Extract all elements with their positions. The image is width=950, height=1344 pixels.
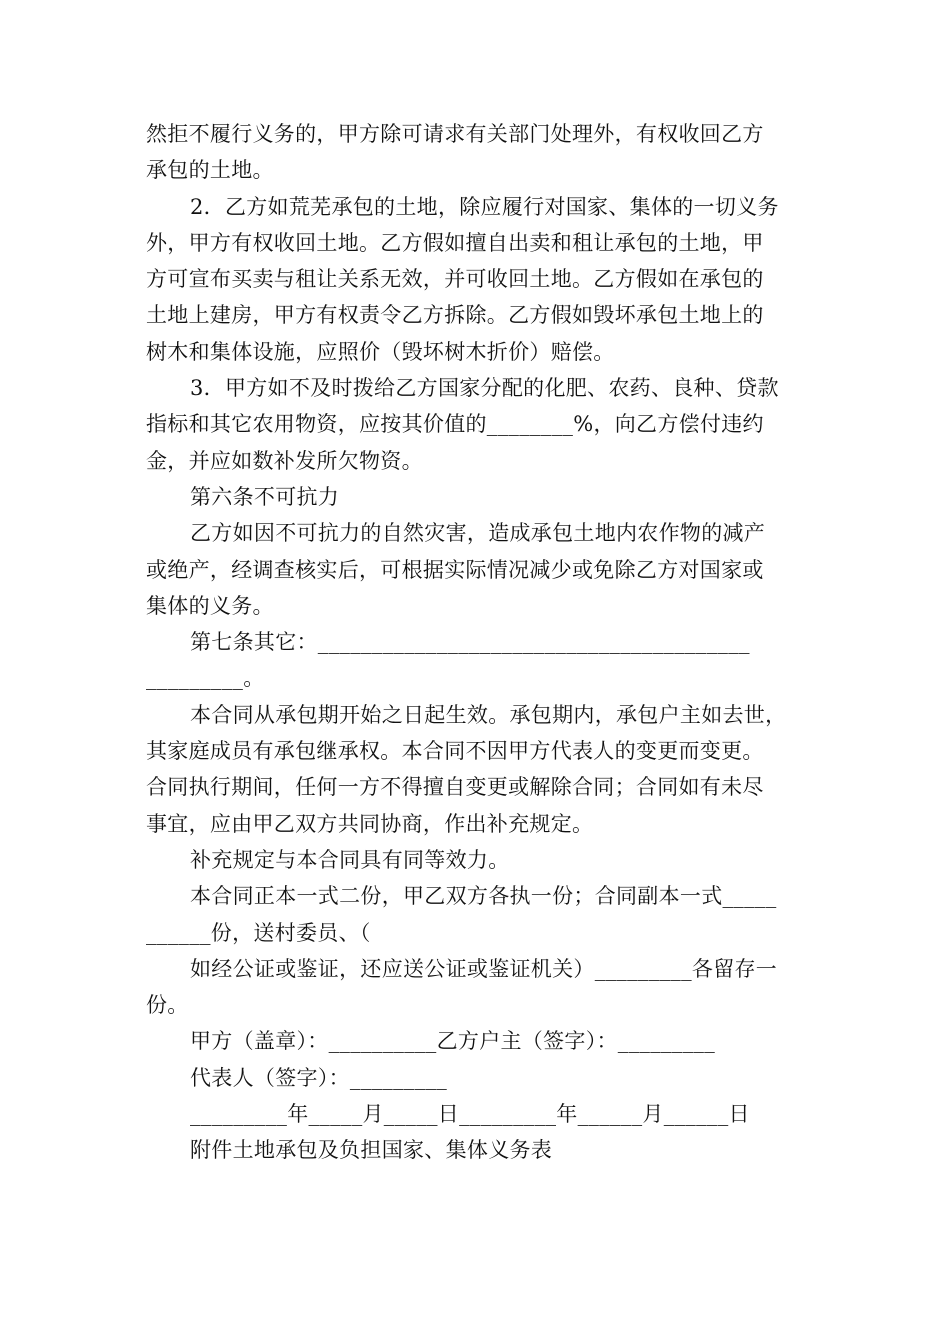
paragraph-line: 土地上建房，甲方有权责令乙方拆除。乙方假如毁坏承包土地上的 xyxy=(146,303,764,328)
paragraph-line: 乙方如因不可抗力的自然灾害，造成承包土地内农作物的减产 xyxy=(190,521,766,546)
paragraph-line: 3．甲方如不及时拨给乙方国家分配的化肥、农药、良种、贷款 xyxy=(190,376,779,401)
paragraph-line: 承包的土地。 xyxy=(146,158,274,183)
paragraph-line: _________。 xyxy=(146,666,265,691)
paragraph-line: 或绝产，经调查核实后，可根据实际情况减少或免除乙方对国家或 xyxy=(146,557,764,582)
paragraph-line: 2．乙方如荒芜承包的土地，除应履行对国家、集体的一切义务 xyxy=(190,194,779,219)
attachment-line: 附件土地承包及负担国家、集体义务表 xyxy=(190,1138,553,1163)
paragraph-line: 合同执行期间，任何一方不得擅自变更或解除合同；合同如有未尽 xyxy=(146,775,764,800)
article-heading: 第六条不可抗力 xyxy=(190,484,340,509)
signature-line: 甲方（盖章）：__________乙方户主（签字）：_________ xyxy=(190,1029,715,1054)
paragraph-line: ______份，送村委员、（ xyxy=(146,920,371,945)
article-heading: 第七条其它：________________________________________ xyxy=(190,630,750,655)
paragraph-line: 份。 xyxy=(146,993,189,1018)
paragraph-line: 其家庭成员有承包继承权。本合同不因甲方代表人的变更而变更。 xyxy=(146,739,764,764)
paragraph-line: 金，并应如数补发所欠物资。 xyxy=(146,448,423,473)
date-line: _________年_____月_____日_________年______月______日 xyxy=(190,1102,750,1127)
paragraph-line: 如经公证或鉴证，还应送公证或鉴证机关）_________各留存一 xyxy=(190,956,778,981)
paragraph-line: 本合同从承包期开始之日起生效。承包期内，承包户主如去世， xyxy=(190,702,787,727)
paragraph-line: 事宜，应由甲乙双方共同协商，作出补充规定。 xyxy=(146,811,594,836)
paragraph-line: 补充规定与本合同具有同等效力。 xyxy=(190,847,510,872)
signature-line: 代表人（签字）：_________ xyxy=(190,1065,448,1090)
document-body xyxy=(146,116,814,1169)
paragraph-line: 集体的义务。 xyxy=(146,593,274,618)
paragraph-line: 方可宣布买卖与租让关系无效，并可收回土地。乙方假如在承包的 xyxy=(146,267,764,292)
paragraph-line: 外，甲方有权收回土地。乙方假如擅自出卖和租让承包的土地，甲 xyxy=(146,230,764,255)
paragraph-line: 树木和集体设施，应照价（毁坏树木折价）赔偿。 xyxy=(146,339,615,364)
paragraph-line: 然拒不履行义务的，甲方除可请求有关部门处理外，有权收回乙方 xyxy=(146,122,764,146)
paragraph-line: 本合同正本一式二份，甲乙双方各执一份；合同副本一式_____ xyxy=(190,884,777,909)
paragraph-line: 指标和其它农用物资，应按其价值的________%，向乙方偿付违约 xyxy=(146,412,764,437)
